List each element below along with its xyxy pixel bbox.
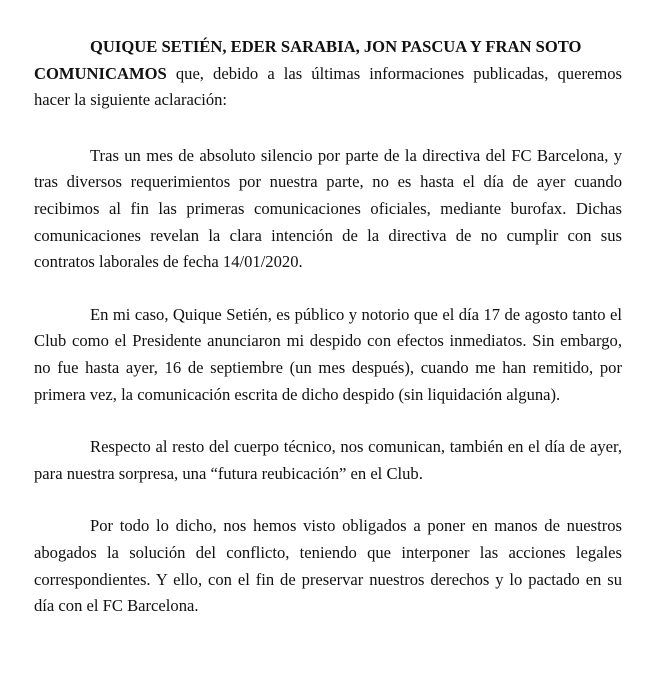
paragraph-staff-relocation: Respecto al resto del cuerpo técnico, nos comunican, también en el día de ayer, para nuestra sorpresa, una “futura reubicación” en el Club. — [34, 437, 622, 483]
paragraph-setien-dismissal: En mi caso, Quique Setién, es público y notorio que el día 17 de agosto tanto el Club como el Presidente anunciaron mi despido con efectos inmediatos. Sin embargo, no fue hasta ayer, 16 de septiembre (un mes después), cuando me han remitido, por primera vez, la comunicación escrita de dicho despido (sin liquidación alguna). — [34, 304, 622, 404]
intro-paragraph — [34, 34, 622, 114]
paragraph-legal-action: Por todo lo dicho, nos hemos visto obligados a poner en manos de nuestros abogados la solución del conflicto, teniendo que interponer las acciones legales correspondientes. Y ello, con el fin de preservar nuestros derechos y lo pactado en su día con el FC Barcelona. — [34, 516, 622, 616]
intro-text: que, debido a las últimas informaciones publicadas, queremos hacer la siguiente aclaración: — [34, 63, 622, 110]
statement-document — [34, 34, 622, 620]
statement-verb: COMUNICAMOS — [34, 63, 167, 83]
paragraph-board-silence: Tras un mes de absoluto silencio por parte de la directiva del FC Barcelona, y tras diversos requerimientos por nuestra parte, no es hasta el día de ayer cuando recibimos al fin las primeras comunicaciones oficiales, mediante burofax. Dichas comunicaciones revelan la clara intención de la directiva de no cumplir con sus contratos laborales de fecha 14/01/2020. — [34, 145, 622, 272]
signatories: QUIQUE SETIÉN, EDER SARABIA, JON PASCUA Y FRAN SOTO — [90, 37, 582, 56]
